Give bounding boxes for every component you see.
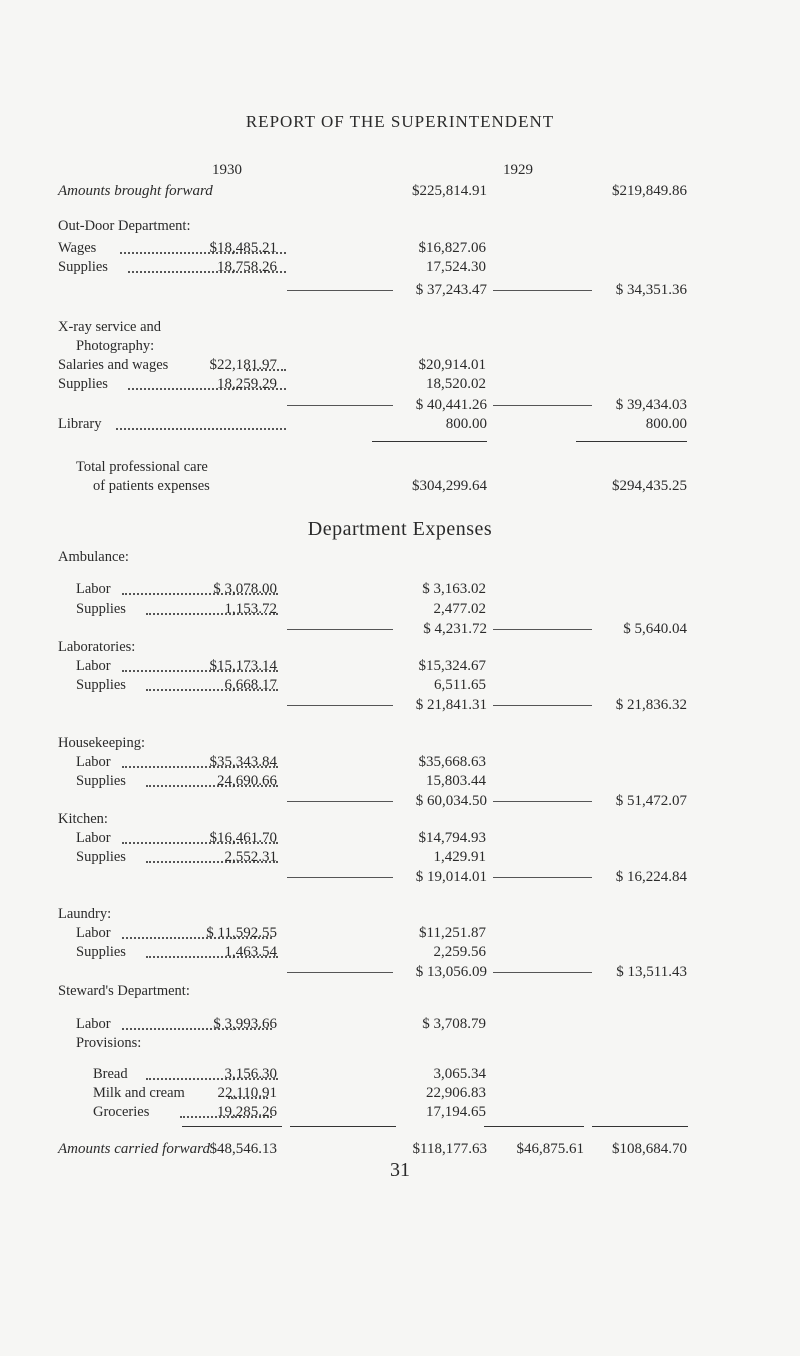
xray-title-line2: Photography:	[76, 338, 155, 354]
outdoor-total-1930: $ 37,243.47	[415, 282, 487, 298]
laboratories-supplies-1930: 6,668.17	[224, 677, 277, 693]
housekeeping-total-1929: $ 51,472.07	[615, 793, 687, 809]
kitchen-supplies-1930: 2,552.31	[224, 849, 277, 865]
library-label: Library	[58, 416, 102, 432]
laboratories-title: Laboratories:	[58, 639, 136, 655]
steward-bread-label: Bread	[93, 1066, 128, 1082]
dot-leader	[116, 428, 286, 430]
xray-supplies-label: Supplies	[58, 376, 108, 392]
dash-line	[493, 877, 592, 878]
kitchen-labor-1929: $14,794.93	[418, 830, 486, 846]
laundry-supplies-label: Supplies	[76, 944, 126, 960]
laundry-labor-1929: $11,251.87	[419, 925, 486, 941]
dash-line	[287, 801, 393, 802]
xray-salaries-1930: $22,181.97	[209, 357, 277, 373]
steward-labor-1930: $ 3,993.66	[213, 1016, 277, 1032]
dash-line	[287, 629, 393, 630]
kitchen-labor-label: Labor	[76, 830, 111, 846]
carried-forward-1930-b: $118,177.63	[412, 1141, 487, 1157]
xray-supplies-1929: 18,520.02	[426, 376, 486, 392]
total-rule	[182, 1126, 282, 1127]
carried-forward-1930-a: $48,546.13	[209, 1141, 277, 1157]
total-professional-1929: $294,435.25	[612, 478, 687, 494]
laboratories-supplies-1929: 6,511.65	[434, 677, 486, 693]
steward-milk-1929: 22,906.83	[426, 1085, 486, 1101]
housekeeping-supplies-1930: 24,690.66	[217, 773, 277, 789]
total-rule	[592, 1126, 688, 1127]
steward-labor-label: Labor	[76, 1016, 111, 1032]
total-rule	[576, 441, 687, 442]
laundry-total-1930: $ 13,056.09	[415, 964, 487, 980]
ambulance-labor-1929: $ 3,163.02	[422, 581, 486, 597]
section-title-word1: Department	[307, 518, 408, 540]
library-1929: 800.00	[645, 416, 687, 432]
total-professional-label-line2: of patients expenses	[93, 478, 210, 494]
dash-line	[493, 290, 592, 291]
brought-forward-1929: $219,849.86	[612, 183, 687, 199]
total-rule	[290, 1126, 396, 1127]
housekeeping-supplies-1929: 15,803.44	[426, 773, 486, 789]
outdoor-supplies-1929: 17,524.30	[426, 259, 486, 275]
steward-provisions-label: Provisions:	[76, 1035, 142, 1051]
laundry-title: Laundry:	[58, 906, 112, 922]
laboratories-labor-1929: $15,324.67	[418, 658, 486, 674]
kitchen-total-1930: $ 19,014.01	[415, 869, 487, 885]
total-rule	[484, 1126, 584, 1127]
steward-milk-label: Milk and cream	[93, 1085, 185, 1101]
total-rule	[372, 441, 487, 442]
ambulance-supplies-1930: 1,153.72	[224, 601, 277, 617]
outdoor-wages-1929: $16,827.06	[418, 240, 486, 256]
laboratories-total-1929: $ 21,836.32	[615, 697, 687, 713]
dash-line	[493, 972, 592, 973]
steward-groceries-1929: 17,194.65	[426, 1104, 486, 1120]
carried-forward-1929-a: $46,875.61	[516, 1141, 584, 1157]
dash-line	[493, 705, 592, 706]
section-title	[0, 520, 800, 538]
xray-salaries-label: Salaries and wages	[58, 357, 169, 373]
housekeeping-labor-1930: $35,343.84	[209, 754, 277, 770]
page-header: REPORT OF THE SUPERINTENDENT	[245, 112, 555, 131]
library-1930: 800.00	[445, 416, 487, 432]
ambulance-supplies-1929: 2,477.02	[433, 601, 486, 617]
xray-supplies-1930: 18,259.29	[217, 376, 277, 392]
steward-milk-1930: 22,110.91	[217, 1085, 277, 1101]
carried-forward-1929-b: $108,684.70	[612, 1141, 687, 1157]
steward-bread-1929: 3,065.34	[433, 1066, 486, 1082]
xray-salaries-1929: $20,914.01	[418, 357, 486, 373]
dash-line	[287, 877, 393, 878]
laboratories-labor-label: Labor	[76, 658, 111, 674]
outdoor-wages-1930: $18,485.21	[209, 240, 277, 256]
dash-line	[287, 972, 393, 973]
ambulance-labor-label: Labor	[76, 581, 111, 597]
outdoor-total-1929: $ 34,351.36	[615, 282, 687, 298]
dash-line	[493, 405, 592, 406]
kitchen-title: Kitchen:	[58, 811, 108, 827]
ambulance-supplies-label: Supplies	[76, 601, 126, 617]
laundry-supplies-1929: 2,259.56	[433, 944, 486, 960]
brought-forward-label: Amounts brought forward	[58, 183, 213, 199]
year-1930: 1930	[212, 162, 242, 178]
dash-line	[287, 405, 393, 406]
brought-forward-1930: $225,814.91	[412, 183, 487, 199]
steward-groceries-label: Groceries	[93, 1104, 150, 1120]
ambulance-total-1929: $ 5,640.04	[623, 621, 687, 637]
dash-line	[493, 801, 592, 802]
xray-total-1930: $ 40,441.26	[415, 397, 487, 413]
steward-bread-1930: 3,156.30	[224, 1066, 277, 1082]
housekeeping-total-1930: $ 60,034.50	[415, 793, 487, 809]
laundry-total-1929: $ 13,511.43	[616, 964, 687, 980]
steward-labor-1929: $ 3,708.79	[422, 1016, 486, 1032]
ambulance-total-1930: $ 4,231.72	[423, 621, 487, 637]
laundry-supplies-1930: 1,463.54	[224, 944, 277, 960]
housekeeping-supplies-label: Supplies	[76, 773, 126, 789]
steward-title: Steward's Department:	[58, 983, 190, 999]
dash-line	[287, 705, 393, 706]
outdoor-title: Out-Door Department:	[58, 218, 191, 234]
xray-title-line1: X-ray service and	[58, 319, 162, 335]
year-1929: 1929	[503, 162, 533, 178]
outdoor-supplies-1930: 18,758.26	[217, 259, 277, 275]
kitchen-labor-1930: $16,461.70	[209, 830, 277, 846]
housekeeping-title: Housekeeping:	[58, 735, 145, 751]
laundry-labor-1930: $ 11,592.55	[206, 925, 277, 941]
laundry-labor-label: Labor	[76, 925, 111, 941]
ambulance-title: Ambulance:	[58, 549, 129, 565]
kitchen-total-1929: $ 16,224.84	[615, 869, 687, 885]
xray-total-1929: $ 39,434.03	[615, 397, 687, 413]
total-professional-label-line1: Total professional care	[76, 459, 208, 475]
laboratories-total-1930: $ 21,841.31	[415, 697, 487, 713]
ambulance-labor-1930: $ 3,078.00	[213, 581, 277, 597]
total-professional-1930: $304,299.64	[412, 478, 487, 494]
kitchen-supplies-1929: 1,429.91	[433, 849, 486, 865]
housekeeping-labor-1929: $35,668.63	[418, 754, 486, 770]
dash-line	[287, 290, 393, 291]
housekeeping-labor-label: Labor	[76, 754, 111, 770]
page-number: 31	[390, 1159, 410, 1181]
kitchen-supplies-label: Supplies	[76, 849, 126, 865]
outdoor-supplies-label: Supplies	[58, 259, 108, 275]
dash-line	[493, 629, 592, 630]
laboratories-supplies-label: Supplies	[76, 677, 126, 693]
laboratories-labor-1930: $15,173.14	[209, 658, 277, 674]
carried-forward-label: Amounts carried forward	[58, 1141, 210, 1157]
section-title-word2: Expenses	[412, 518, 493, 540]
steward-groceries-1930: 19,285.26	[217, 1104, 277, 1120]
outdoor-wages-label: Wages	[58, 240, 97, 256]
